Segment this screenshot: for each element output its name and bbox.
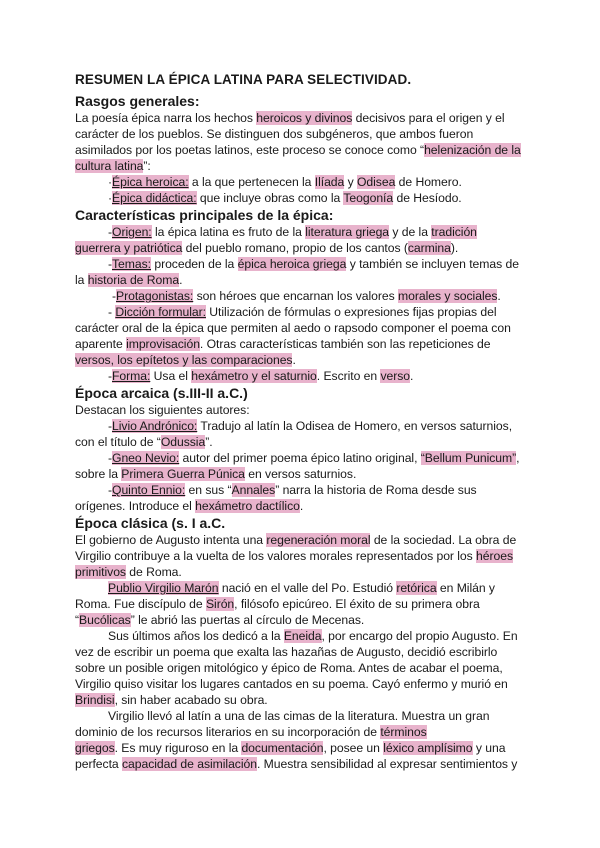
highlighted-text: hexámetro y el saturnio [191,369,317,383]
text-run: a la que pertenecen la [188,175,315,189]
text-run: La poesía épica narra los hechos [75,111,257,125]
text-line [75,402,250,418]
highlighted-text: capacidad de asimilación [121,757,257,771]
text-run: proceden de la [151,257,238,271]
text-run: . Muestra sensibilidad al expresar sentimientos y [256,757,518,771]
text-line [75,498,303,514]
text-run: - [108,369,113,383]
highlighted-text: hexámetro dactílico [195,499,300,513]
text-run: decisivos para el origen y el [352,111,505,125]
text-line [75,320,511,336]
text-run: Tradujo al latín la Odisea de Homero, en versos saturnios, [197,419,513,433]
section-heading-caracteristicas: Características principales de la épica: [75,207,334,223]
highlighted-text: cultura latina [75,159,144,173]
text-run: · [108,175,113,189]
text-line [75,548,513,564]
highlighted-text: Publio Virgilio Marón [108,581,219,595]
text-run: Roma. Fue discípulo de [75,597,206,611]
text-run: autor del primer poema épico latino original, [179,451,421,465]
highlighted-text: improvisación [126,337,200,351]
text-run: ”. [205,435,213,449]
text-run: de Hesíodo. [393,191,462,205]
highlighted-text: héroes [476,549,514,563]
highlighted-text: Ilíada [314,175,345,189]
text-run: . [292,353,296,367]
text-line [75,434,213,450]
text-line [75,336,490,352]
text-run: orígenes. Introduce el [75,499,196,513]
text-line [108,450,519,466]
text-run: de la sociedad. La obra de [370,533,517,547]
text-line [108,174,462,190]
text-run: del pueblo romano, propio de los cantos ( [182,241,408,255]
text-run: - [108,257,113,271]
text-line [75,612,364,628]
text-run: nació en el valle del Po. Estudió [218,581,397,595]
text-line [75,466,356,482]
text-run: . Escrito en [316,369,381,383]
text-run: - [108,305,116,319]
text-run: · [108,191,113,205]
text-line [108,628,518,644]
text-run: carácter oral de la épica que permiten al aedo o rapsodo componer el poema con [75,321,511,335]
text-run: Destacan los siguientes autores: [75,403,250,417]
text-line [108,256,519,272]
highlighted-text: Gneo Nevio: [112,451,180,465]
text-line [108,304,496,320]
highlighted-text: Temas: [112,257,151,271]
section-heading-clasica: Época clásica (s. I a.C. [75,515,226,531]
highlighted-text: Odussia [160,435,206,449]
text-run: con el título de “ [75,435,161,449]
text-run: , filósofo epicúreo. El éxito de su primera obra [234,597,480,611]
text-run: asimilados por los poetas latinos, este proceso se conoce como “ [75,143,425,157]
highlighted-text: léxico amplísimo [383,741,473,755]
text-run: vez de escribir un poema que exalta las hazañas de Augusto, decidió escribirlo [75,645,498,659]
text-run: Virgilio quiso visitar los lugares cantados en su poema. Cayó enfermo y murió en [75,677,508,691]
text-run: - [112,289,117,303]
highlighted-text: Origen: [112,225,152,239]
text-run: , [516,451,520,465]
highlighted-text: tradición [431,225,477,239]
text-run: de Homero. [395,175,462,189]
text-run: Sus últimos años los dedicó a la [108,629,284,643]
highlighted-text: Brindisi [75,693,115,707]
highlighted-text: Annales [231,483,276,497]
text-line [75,240,458,256]
text-run: Utilización de fórmulas o expresiones fijas propias del [205,305,497,319]
text-line [75,142,521,158]
text-run: dominio de los recursos literarios en su incorporación de [75,725,381,739]
text-run: sobre la [75,467,122,481]
highlighted-text: Forma: [112,369,151,383]
text-run: en Milán y [436,581,495,595]
highlighted-text: heroicos y divinos [256,111,353,125]
highlighted-text: morales y sociales [398,289,498,303]
text-run: de Roma. [125,565,182,579]
text-run: Usa el [150,369,192,383]
text-line [75,110,505,126]
text-run: y [344,175,357,189]
highlighted-text: literatura griega [305,225,390,239]
text-line [112,288,501,304]
highlighted-text: Dicción formular: [115,305,206,319]
text-run: perfecta [75,757,122,771]
text-line [108,190,462,206]
highlighted-text: carmina [407,241,451,255]
text-run: ”: [143,159,151,173]
text-run: son héroes que encarnan los valores [193,289,399,303]
highlighted-text: Primera Guerra Púnica [121,467,245,481]
highlighted-text: Teogonía [343,191,394,205]
text-line [75,740,505,756]
text-run: ” narra la historia de Roma desde sus [275,483,477,497]
text-run: , posee un [323,741,384,755]
text-run: , por encargo del propio Augusto. En [321,629,518,643]
text-line [75,724,427,740]
text-line [75,352,296,368]
text-line [75,126,473,142]
text-run: en versos saturnios. [244,467,357,481]
text-run: la [75,273,88,287]
text-run: . Otras características también son las repeticiones de [199,337,491,351]
highlighted-text: épica heroica griega [237,257,347,271]
highlighted-text: helenización de la [424,143,521,157]
text-run: . [410,369,414,383]
highlighted-text: Livio Andrónico: [112,419,198,433]
text-run: ” le abrió las puertas al círculo de Mecenas. [130,613,365,627]
text-run: y de la [389,225,432,239]
text-run: - [108,419,113,433]
highlighted-text: primitivos [75,565,126,579]
highlighted-text: Sirón [205,597,235,611]
highlighted-text: documentación [241,741,324,755]
text-run: El gobierno de Augusto intenta una [75,533,267,547]
document-title: RESUMEN LA ÉPICA LATINA PARA SELECTIVIDAD. [75,72,412,87]
section-heading-rasgos: Rasgos generales: [75,93,200,109]
text-line [75,660,503,676]
highlighted-text: griegos [75,741,115,755]
text-run: . Es muy riguroso en la [114,741,242,755]
text-run: aparente [75,337,127,351]
text-run: . [179,273,183,287]
highlighted-text: verso [380,369,411,383]
text-line [108,580,495,596]
section-heading-arcaica: Época arcaica (s.III-II a.C.) [75,385,248,401]
highlighted-text: regeneración moral [266,533,371,547]
text-line [75,564,182,580]
text-run: que incluye obras como la [196,191,344,205]
text-line [108,482,477,498]
text-run: sobre un posible origen mitológico y épico de Roma. Antes de acabar el poema, [75,661,503,675]
text-line [108,418,512,434]
text-run: y también se incluyen temas de [346,257,519,271]
text-line [75,692,268,708]
text-run: , sin haber acabado su obra. [114,693,268,707]
highlighted-text: términos [380,725,427,739]
highlighted-text: Eneida [283,629,322,643]
text-run: carácter de los pueblos. Se distinguen dos subgéneros, que ambos fueron [75,127,474,141]
text-run: Virgilio contribuye a la vuelta de los valores morales representados por los [75,549,477,563]
highlighted-text: versos, los epítetos y las comparaciones [75,353,293,367]
highlighted-text: retórica [396,581,437,595]
highlighted-text: guerrera y patriótica [75,241,183,255]
text-run: - [108,483,113,497]
text-line [75,756,517,772]
text-line [75,158,151,174]
text-line [108,708,489,724]
text-line [75,676,508,692]
text-run: . [299,499,304,513]
text-run: “ [75,613,80,627]
text-run: y una [472,741,506,755]
highlighted-text: Épica didáctica: [112,191,197,205]
text-run: ). [450,241,459,255]
highlighted-text: historia de Roma [87,273,180,287]
text-line [75,644,497,660]
text-run: Virgilio llevó al latín a una de las cimas de la literatura. Muestra un gran [108,709,490,723]
text-line [108,224,477,240]
text-line [75,532,516,548]
text-line [75,272,182,288]
text-run: - [108,451,113,465]
text-run: la épica latina es fruto de la [151,225,306,239]
text-run: . [497,289,501,303]
highlighted-text: Protagonistas: [116,289,194,303]
highlighted-text: “Bellum Punicum” [420,451,517,465]
text-run: en sus “ [185,483,232,497]
highlighted-text: Bucólicas [79,613,131,627]
text-run: - [108,225,113,239]
highlighted-text: Quinto Ennio: [112,483,186,497]
text-line [108,368,413,384]
highlighted-text: Épica heroica: [112,175,189,189]
text-line [75,596,480,612]
highlighted-text: Odisea [356,175,396,189]
